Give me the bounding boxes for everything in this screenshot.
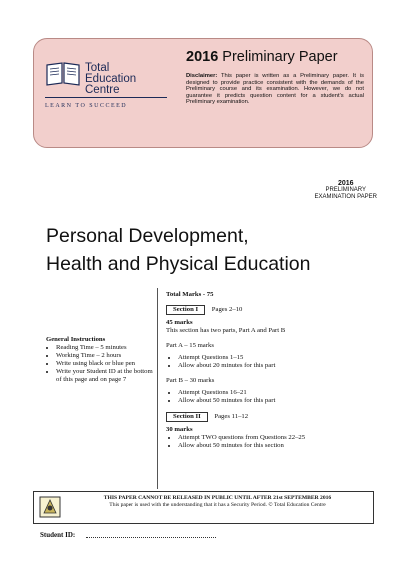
section2-pages: Pages 11–12 <box>214 413 249 420</box>
security-icon <box>38 495 62 519</box>
general-instructions <box>46 336 156 384</box>
logo-line3: Centre <box>85 84 120 96</box>
list-item: • Reading Time – 5 minutes <box>56 344 156 352</box>
instructions-list <box>46 344 156 384</box>
section1-header <box>166 305 386 315</box>
section1-pages: Pages 2–10 <box>211 306 243 313</box>
section1-desc: This section has two parts, Part A and Part B <box>166 327 286 334</box>
paper-title <box>186 49 338 65</box>
list-item: • Allow about 50 minutes for this part <box>178 397 386 405</box>
disclaimer-text: This paper is written as a Preliminary paper. It is designed to provide practice consistent with the demands of the Preliminary course and its examination. However, we do not guarantee it predicts question content for a student's actual Preliminary examination. <box>186 73 364 106</box>
disclaimer <box>186 73 364 106</box>
list-item: • Write your Student ID at the bottom of this page and on page 7 <box>56 368 156 384</box>
list-item: • Allow about 50 minutes for this section <box>178 442 386 450</box>
logo-divider <box>45 97 167 98</box>
partB-title: Part B – 30 marks <box>166 377 215 384</box>
paper-title-text: Preliminary Paper <box>222 49 338 65</box>
student-id-label: Student ID: <box>40 531 76 539</box>
section2-header <box>166 412 386 422</box>
logo-tagline: LEARN TO SUCCEED <box>45 103 128 109</box>
exam-type-line1: PRELIMINARY <box>325 187 367 193</box>
list-item: • Attempt Questions 1–15 <box>178 354 386 362</box>
section2-label: Section II <box>166 412 208 422</box>
section1-label: Section I <box>166 305 205 315</box>
subject-line1: Personal Development, <box>46 225 249 247</box>
partA-title: Part A – 15 marks <box>166 342 214 349</box>
instructions-heading: General Instructions <box>46 336 106 343</box>
logo-line2: Education <box>85 73 137 85</box>
list-item: • Attempt TWO questions from Questions 22–25 <box>178 434 386 442</box>
section2-list <box>166 434 386 450</box>
book-icon <box>45 61 81 87</box>
subject-title <box>46 222 311 278</box>
security-footer <box>33 491 374 524</box>
list-item: • Working Time – 2 hours <box>56 352 156 360</box>
exam-year: 2016 <box>337 180 354 187</box>
partB-list <box>166 389 386 405</box>
exam-year-block <box>315 180 377 201</box>
logo <box>41 55 171 117</box>
list-item: • Write using black or blue pen <box>56 360 156 368</box>
exam-type-line2: EXAMINATION PAPER <box>314 194 377 200</box>
section2-marks: 30 marks <box>166 426 193 433</box>
footer-text <box>66 495 369 508</box>
student-id-field[interactable] <box>86 537 216 538</box>
paper-year: 2016 <box>186 49 219 65</box>
logo-line1: Total <box>85 62 110 74</box>
total-marks: Total Marks - 75 <box>166 291 214 298</box>
partA-list <box>166 354 386 370</box>
list-item: • Attempt Questions 16–21 <box>178 389 386 397</box>
column-divider <box>157 288 158 489</box>
section1-marks: 45 marks <box>166 319 193 326</box>
subject-line2: Health and Physical Education <box>46 253 311 275</box>
footer-line2: This paper is used with the understanding that it has a Security Period. © Total Education Centre <box>109 501 326 508</box>
disclaimer-label: Disclaimer: <box>186 73 218 79</box>
list-item: • Allow about 20 minutes for this part <box>178 362 386 370</box>
logo-name <box>85 63 136 96</box>
exam-structure <box>166 291 386 450</box>
footer-line1: THIS PAPER CANNOT BE RELEASED IN PUBLIC UNTIL AFTER 21st SEPTEMBER 2016 <box>103 495 332 501</box>
